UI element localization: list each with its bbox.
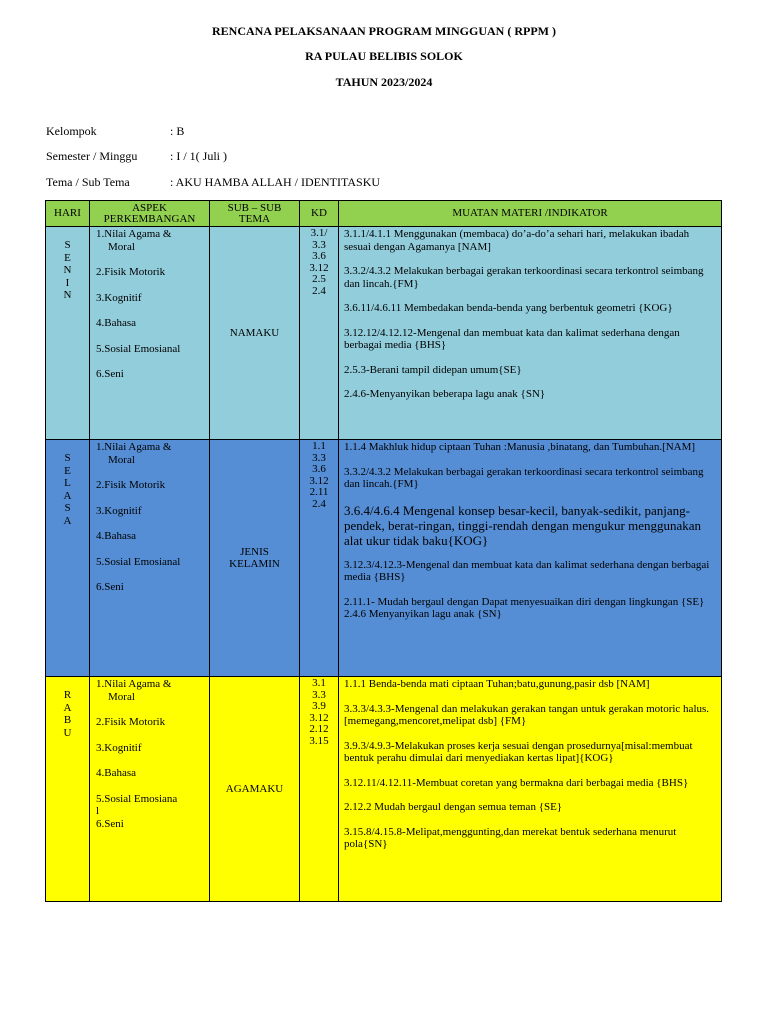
kd-item: 3.3 <box>312 688 326 701</box>
table-header <box>46 201 722 227</box>
aspek-item: 2.Fisik Motorik <box>96 479 166 491</box>
header-sub-line1: SUB – SUB <box>227 201 282 214</box>
kd-item: 3.12 <box>309 261 329 274</box>
kd-cell <box>300 227 339 440</box>
muatan-cell <box>339 440 722 677</box>
tema-label: Tema / Sub Tema <box>46 175 130 189</box>
aspek-text: 5.Sosial Emosiana <box>96 792 178 805</box>
sub-tema-line2: KELAMIN <box>229 558 280 570</box>
indikator: 1.1.4 Makhluk hidup ciptaan Tuhan :Manusia ,binatang, dan Tumbuhan.[NAM] <box>344 441 696 453</box>
aspek-item <box>96 678 207 703</box>
day-letter: N <box>63 264 72 276</box>
indikator: 1.1.1 Benda-benda mati ciptaan Tuhan;batu,gunung,pasir dsb [NAM] <box>344 678 650 690</box>
day-cell-selasa <box>46 440 90 677</box>
day-letter: A <box>63 701 72 714</box>
aspek-text-cont: Moral <box>108 453 135 466</box>
day-letter: N <box>63 289 72 301</box>
academic-year: TAHUN 2023/2024 <box>335 75 433 89</box>
muatan-cell <box>339 227 722 440</box>
sub-tema-cell: NAMAKU <box>210 227 300 440</box>
semester-label: Semester / Minggu <box>46 149 138 163</box>
aspek-item: 2.Fisik Motorik <box>96 716 166 728</box>
day-cell-rabu <box>46 677 90 902</box>
kd-item: 2.11 <box>309 486 329 498</box>
kd-item: 2.12 <box>309 723 329 735</box>
table-row <box>46 677 722 902</box>
header-hari: HARI <box>46 201 90 227</box>
school-name: RA PULAU BELIBIS SOLOK <box>305 49 463 63</box>
indikator: 2.12.2 Mudah bergaul dengan semua teman {SE} <box>344 801 563 813</box>
aspek-text-cont: l <box>96 805 100 817</box>
aspek-item: 3.Kognitif <box>96 741 142 754</box>
indikator: 3.12.3/4.12.3-Mengenal dan membuat kata dan kalimat sederhana dengan berbagai media {BHS} <box>344 558 710 583</box>
day-letter: L <box>64 477 71 489</box>
semester-value: : I / 1( Juli ) <box>170 149 227 163</box>
sub-tema-cell: AGAMAKU <box>210 677 300 902</box>
day-letter: B <box>63 714 72 726</box>
aspek-item <box>96 793 207 818</box>
aspek-item: 6.Seni <box>96 817 124 830</box>
indikator: 3.3.2/4.3.2 Melakukan berbagai gerakan terkoordinasi secara terkontrol seimbang dan lincah.{FM} <box>344 465 704 490</box>
aspek-cell <box>90 227 210 440</box>
day-letter: A <box>63 514 72 527</box>
table-row <box>46 440 722 677</box>
kd-cell <box>300 440 339 677</box>
indikator: 2.11.1- Mudah bergaul dengan Dapat menyesuaikan diri dengan lingkungan {SE} <box>344 595 705 608</box>
kd-item: 3.6 <box>312 250 326 262</box>
day-letter: I <box>65 276 70 289</box>
indikator: 2.4.6-Menyanyikan beberapa lagu anak {SN} <box>344 388 546 400</box>
indikator: 3.9.3/4.9.3-Melakukan proses kerja sesuai dengan prosedurnya[misal:membuat bentuk perahu dimulai dari menyediakan kertas lipat]{KOG} <box>344 739 693 764</box>
kd-item: 3.3 <box>312 238 326 251</box>
indikator: 2.4.6 Menyanyikan lagu anak {SN} <box>344 608 502 620</box>
aspek-item: 5.Sosial Emosianal <box>96 555 181 568</box>
aspek-item: 3.Kognitif <box>96 291 142 304</box>
aspek-item: 4.Bahasa <box>96 767 137 779</box>
aspek-text: 1.Nilai Agama & <box>96 228 172 240</box>
indikator: 3.12.12/4.12.12-Mengenal dan membuat kata dan kalimat sederhana dengan berbagai media {BHS} <box>344 326 680 351</box>
kd-cell <box>300 677 339 902</box>
kd-item: 1.1 <box>312 440 326 452</box>
aspek-text-cont: Moral <box>108 690 135 703</box>
aspek-text-cont: Moral <box>108 240 135 253</box>
day-letter: R <box>63 689 72 701</box>
day-letter: A <box>63 489 72 502</box>
header-kd: KD <box>300 201 339 227</box>
day-letter: S <box>64 239 71 251</box>
kd-item: 3.3 <box>312 451 326 464</box>
kd-item: 3.12 <box>309 474 329 487</box>
aspek-cell <box>90 677 210 902</box>
tema-value: : AKU HAMBA ALLAH / IDENTITASKU <box>170 175 381 189</box>
aspek-item <box>96 441 207 466</box>
kd-item: 3.15 <box>309 734 329 747</box>
sub-tema-line1: JENIS <box>240 545 269 558</box>
aspek-item: 3.Kognitif <box>96 504 142 517</box>
indikator: 3.15.8/4.15.8-Melipat,menggunting,dan merekat bentuk sederhana menurut pola{SN} <box>344 825 677 850</box>
kd-item: 3.12 <box>309 711 329 724</box>
kelompok-value: : B <box>170 124 185 138</box>
aspek-cell <box>90 440 210 677</box>
kd-item: 2.5 <box>312 273 326 285</box>
table-row <box>46 227 722 440</box>
day-letter: U <box>63 726 72 739</box>
kd-item: 2.4 <box>312 497 326 510</box>
kd-item: 3.9 <box>312 700 326 712</box>
indikator: 3.1.1/4.1.1 Menggunakan (membaca) do’a-do’a sehari hari, melakukan ibadah sesuai dengan Agamanya [NAM] <box>344 228 690 253</box>
day-letter: S <box>64 502 71 514</box>
indikator: 3.6.4/4.6.4 Mengenal konsep besar-kecil, banyak-sedikit, panjang-pendek, berat-ringan, tinggi-rendah dengan mengukur menggunakan alat ukur tidak baku{KOG} <box>344 502 702 548</box>
day-letter: S <box>64 452 71 464</box>
rppm-table <box>45 200 722 902</box>
aspek-item: 2.Fisik Motorik <box>96 266 166 278</box>
kd-item: 3.1/ <box>310 227 328 239</box>
aspek-item <box>96 228 207 253</box>
aspek-item: 4.Bahasa <box>96 317 137 329</box>
header-aspek <box>90 201 210 227</box>
sub-tema-cell <box>210 440 300 677</box>
header-sub-tema <box>210 201 300 227</box>
indikator: 3.3.3/4.3.3-Mengenal dan melakukan gerakan tangan untuk gerakan motoric halus.[memegang,mencoret,melipat dsb] {FM} <box>344 702 710 727</box>
document-title: RENCANA PELAKSANAAN PROGRAM MINGGUAN ( RPPM ) <box>212 24 556 38</box>
day-letter: E <box>64 251 71 264</box>
kelompok-label: Kelompok <box>46 124 97 138</box>
indikator: 2.5.3-Berani tampil didepan umum{SE} <box>344 363 522 376</box>
header-aspek-line2: PERKEMBANGAN <box>103 212 196 225</box>
aspek-item: 5.Sosial Emosianal <box>96 342 181 355</box>
aspek-item: 6.Seni <box>96 581 124 593</box>
indikator: 3.12.11/4.12.11-Membuat coretan yang bermakna dari berbagai media {BHS} <box>344 776 689 789</box>
aspek-text: 1.Nilai Agama & <box>96 678 172 690</box>
aspek-item: 4.Bahasa <box>96 530 137 542</box>
kd-item: 3.1 <box>312 677 326 689</box>
header-aspek-line1: ASPEK <box>132 201 167 214</box>
kd-item: 2.4 <box>312 284 326 297</box>
header-muatan: MUATAN MATERI /INDIKATOR <box>339 201 722 227</box>
day-letter: E <box>64 464 71 477</box>
muatan-cell <box>339 677 722 902</box>
day-cell-senin <box>46 227 90 440</box>
indikator: 3.3.2/4.3.2 Melakukan berbagai gerakan terkoordinasi secara terkontrol seimbang dan lincah.{FM} <box>344 265 704 290</box>
kd-item: 3.6 <box>312 463 326 475</box>
indikator: 3.6.11/4.6.11 Membedakan benda-benda yang berbentuk geometri {KOG} <box>344 302 673 314</box>
aspek-text: 1.Nilai Agama & <box>96 441 172 453</box>
header-sub-line2: TEMA <box>238 212 271 225</box>
aspek-item: 6.Seni <box>96 368 124 380</box>
